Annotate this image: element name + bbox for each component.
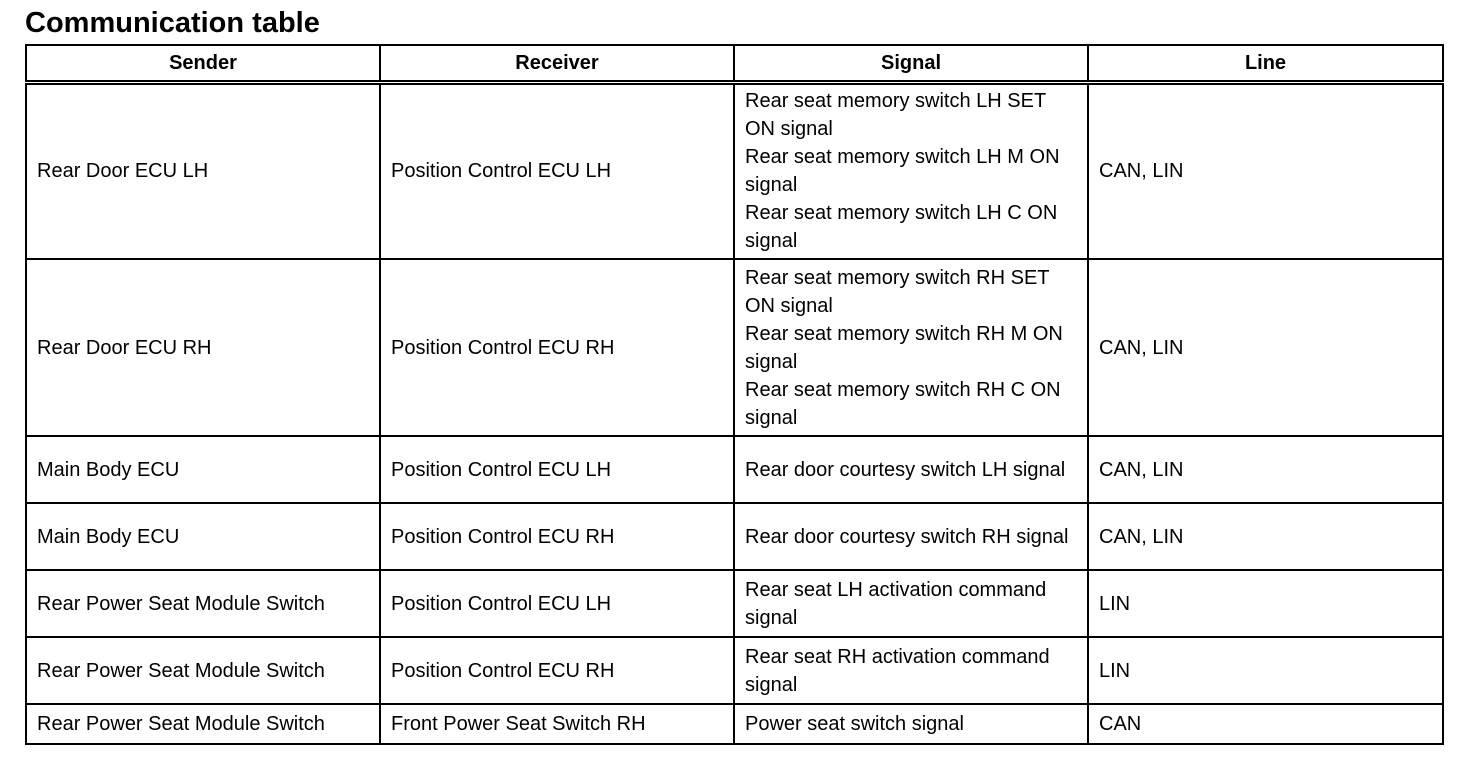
receiver-cell: Position Control ECU RH: [380, 259, 734, 436]
receiver-cell: Position Control ECU LH: [380, 436, 734, 503]
column-header-sender: Sender: [26, 45, 380, 82]
receiver-cell: Position Control ECU RH: [380, 637, 734, 704]
receiver-cell: Position Control ECU LH: [380, 570, 734, 637]
line-cell: CAN, LIN: [1088, 503, 1443, 570]
column-header-line: Line: [1088, 45, 1443, 82]
signal-text: Rear seat memory switch RH C ON signal: [745, 378, 1061, 429]
signal-cell: [734, 436, 1088, 503]
line-cell: LIN: [1088, 570, 1443, 637]
signal-text: Rear seat memory switch LH SET ON signal: [745, 90, 1046, 141]
sender-cell: Rear Power Seat Module Switch: [26, 570, 380, 637]
communication-table: [25, 44, 1444, 745]
sender-cell: Rear Power Seat Module Switch: [26, 637, 380, 704]
table-row: [26, 436, 1443, 503]
signal-cell: [734, 570, 1088, 637]
table-row: [26, 570, 1443, 637]
line-cell: CAN, LIN: [1088, 82, 1443, 259]
signal-cell: [734, 637, 1088, 704]
receiver-cell: Position Control ECU LH: [380, 82, 734, 259]
sender-cell: Rear Door ECU LH: [26, 82, 380, 259]
column-header-receiver: Receiver: [380, 45, 734, 82]
receiver-cell: Front Power Seat Switch RH: [380, 704, 734, 744]
line-cell: CAN: [1088, 704, 1443, 744]
signal-text: Rear seat LH activation command signal: [745, 578, 1047, 629]
page-title: Communication table: [25, 7, 320, 39]
signal-text: Rear seat memory switch LH M ON signal: [745, 146, 1060, 197]
sender-cell: Rear Door ECU RH: [26, 259, 380, 436]
table-row: [26, 259, 1443, 436]
table-row: [26, 503, 1443, 570]
signal-text: Rear door courtesy switch LH signal: [745, 458, 1066, 481]
line-cell: CAN, LIN: [1088, 259, 1443, 436]
signal-cell: [734, 704, 1088, 744]
signal-cell: [734, 82, 1088, 259]
signal-text: Rear seat memory switch LH C ON signal: [745, 202, 1058, 253]
receiver-cell: Position Control ECU RH: [380, 503, 734, 570]
sender-cell: Main Body ECU: [26, 503, 380, 570]
signal-text: Rear seat memory switch RH SET ON signal: [745, 266, 1050, 317]
signal-cell: [734, 503, 1088, 570]
table-row: [26, 704, 1443, 744]
sender-cell: Rear Power Seat Module Switch: [26, 704, 380, 744]
line-cell: LIN: [1088, 637, 1443, 704]
signal-cell: [734, 259, 1088, 436]
table-header-row: [26, 45, 1443, 82]
signal-text: Rear seat RH activation command signal: [745, 645, 1050, 696]
signal-text: Power seat switch signal: [745, 713, 964, 735]
line-cell: CAN, LIN: [1088, 436, 1443, 503]
sender-cell: Main Body ECU: [26, 436, 380, 503]
column-header-signal: Signal: [734, 45, 1088, 82]
signal-text: Rear door courtesy switch RH signal: [745, 525, 1069, 548]
table-row: [26, 637, 1443, 704]
signal-text: Rear seat memory switch RH M ON signal: [745, 322, 1063, 373]
table-row: [26, 82, 1443, 259]
